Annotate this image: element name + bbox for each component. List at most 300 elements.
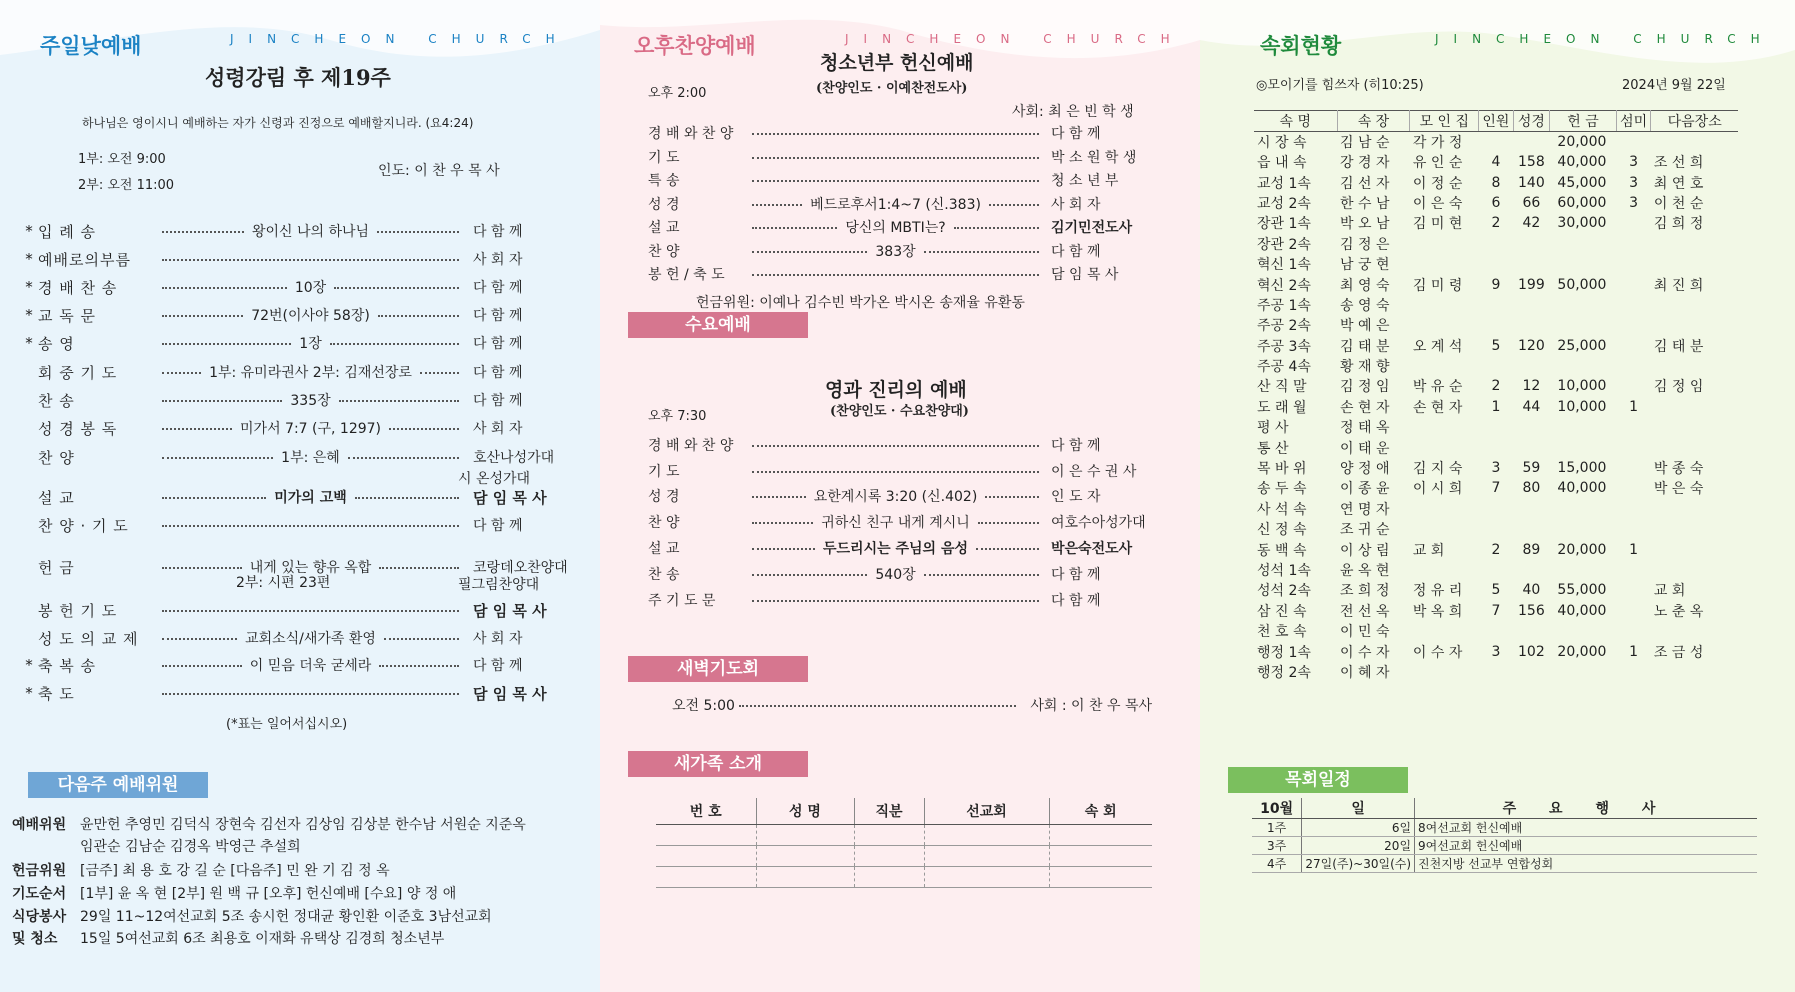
cell-value (1550, 662, 1617, 682)
empty-cell (854, 845, 924, 866)
item-label: 성 경 봉 독 (38, 419, 118, 438)
item-detail: 내게 있는 향유 옥합 (249, 560, 372, 576)
cell-value: 이 시 희 (1412, 481, 1463, 498)
leader: 인도: 이 찬 우 목 사 (378, 163, 500, 179)
cell-value: 156 (1518, 602, 1545, 619)
dots (985, 496, 1039, 498)
cell-value: 최 연 호 (1653, 175, 1704, 192)
new-family-row (656, 824, 1152, 845)
item-label: 기 도 (648, 150, 680, 166)
cell-value: 김 정 은 (1340, 236, 1390, 253)
cell-value: 120 (1518, 337, 1545, 354)
cell-value (1651, 519, 1738, 539)
verse: 하나님은 영이시니 예배하는 자가 신령과 진정으로 예배할지니라. (요4:24) (82, 116, 474, 130)
cell-value: 2 (1491, 541, 1501, 558)
cell-value: 장관 2속 (1257, 236, 1311, 253)
item-detail: 미가서 7:7 (구, 1297) (240, 421, 381, 437)
cell-value: 손 현 자 (1412, 399, 1463, 416)
cell-value: 이 은 숙 (1412, 195, 1463, 212)
column-header: 선교회 (924, 798, 1049, 824)
cell-value (1616, 478, 1650, 498)
item-label: 찬 송 (38, 391, 75, 410)
schedule-value: 20일 (1302, 837, 1415, 855)
service-item (648, 122, 1153, 144)
item-detail: 당신의 MBTI는? (845, 220, 946, 236)
cell-row (1254, 499, 1738, 519)
cell-value (1410, 499, 1479, 519)
cell-row (1254, 478, 1738, 498)
cell-value: 40,000 (1557, 602, 1607, 619)
next-week-label: 예배위원 (12, 817, 67, 833)
worship-item (20, 332, 568, 354)
empty-cell (656, 866, 756, 887)
cell-row (1254, 234, 1738, 254)
week-title: 성령강림 후 제19주 (205, 65, 391, 90)
cell-value: 15,000 (1557, 460, 1607, 477)
cell-value (1651, 234, 1738, 254)
empty-cell (1049, 845, 1152, 866)
next-week-text: [1부] 윤 옥 현 [2부] 원 백 규 [오후] 헌신예배 [수요] 양 정 애 (80, 886, 457, 902)
church-name: JINCHEON CHURCH (845, 32, 1185, 46)
schedule-value: 27일(주)~30일(수) (1302, 855, 1415, 873)
dawn-host: 사회 : 이 찬 우 목사 (1030, 698, 1152, 714)
item-label: 찬 양 (648, 515, 680, 531)
item-detail: 두드리시는 주님의 음성 (823, 541, 968, 557)
cell-value: 손 현 자 (1340, 399, 1390, 416)
empty-cell (656, 824, 756, 845)
cell-value (1410, 437, 1479, 457)
cell-row (1254, 336, 1738, 356)
cell-row (1254, 376, 1738, 396)
cell-value: 2 (1491, 378, 1501, 395)
dots (384, 638, 459, 640)
cell-value (1513, 662, 1549, 682)
cell-value (1651, 417, 1738, 437)
cell-value: 이 수 자 (1412, 644, 1463, 661)
cell-row (1254, 621, 1738, 641)
youth-service-title: 청소년부 헌신예배 (820, 52, 974, 74)
item-detail: 10장 (294, 280, 327, 296)
cell-title: 속회현황 (1260, 34, 1342, 58)
dots (334, 287, 459, 289)
cell-value: 이 혜 자 (1340, 664, 1390, 681)
item-detail: 383장 (875, 244, 916, 260)
cell-value (1651, 315, 1738, 335)
cell-value: 이 태 운 (1340, 440, 1390, 457)
item-leader: 인 도 자 (1051, 489, 1101, 505)
dots (162, 372, 201, 374)
church-name: JINCHEON CHURCH (1435, 32, 1775, 46)
dots (162, 259, 459, 261)
cell-value: 천 호 속 (1257, 624, 1307, 641)
next-week-text: [금주] 최 용 호 강 길 순 [다음주] 민 완 기 김 정 옥 (80, 863, 390, 879)
service-item (648, 434, 1153, 456)
schedule-value: 6일 (1302, 819, 1415, 837)
cell-value (1479, 437, 1513, 457)
dots (339, 400, 459, 402)
cell-value: 장관 1속 (1257, 216, 1311, 233)
dots (379, 567, 459, 569)
cell-value (1550, 417, 1617, 437)
cell-value (1550, 499, 1617, 519)
cell-value: 40 (1522, 582, 1541, 599)
cell-row (1254, 397, 1738, 417)
column-header: 일 (1302, 798, 1415, 819)
item-label: 송 영 (38, 334, 75, 353)
dots (162, 231, 244, 233)
item-leader: 사 회 자 (473, 421, 523, 437)
empty-cell (756, 845, 854, 866)
dots (752, 548, 815, 550)
cell-row (1254, 601, 1738, 621)
cell-value (1410, 295, 1479, 315)
dots (348, 457, 459, 459)
dawn-prayer-title: 새벽기도회 (628, 656, 808, 682)
schedule-value: 9여선교회 헌신예배 (1415, 837, 1757, 855)
empty-cell (656, 845, 756, 866)
empty-cell (854, 866, 924, 887)
service-item (648, 146, 1153, 168)
worship-item (20, 627, 568, 649)
cell-value (1513, 295, 1549, 315)
standing-mark: * (25, 656, 33, 674)
dots (355, 497, 459, 499)
cell-value: 김 태 분 (1340, 338, 1390, 355)
next-week-row (12, 814, 526, 834)
worship-item (20, 682, 568, 704)
cell-value (1410, 356, 1479, 376)
cell-value: 3 (1629, 174, 1639, 191)
item-leader: 김기민전도사 (1051, 220, 1133, 236)
cell-value (1513, 234, 1549, 254)
new-family-header (656, 798, 1152, 824)
item-leader: 호산나성가대 (473, 450, 555, 466)
next-week-row (12, 928, 444, 948)
cell-value: 성석 2속 (1257, 583, 1311, 600)
item-label: 찬 양 (648, 244, 680, 260)
column-header: 직분 (854, 798, 924, 824)
cell-value: 박 예 은 (1340, 318, 1390, 335)
cell-value: 44 (1522, 398, 1541, 415)
dots (752, 157, 1039, 159)
next-week-row (12, 883, 456, 903)
item-detail: 왕이신 나의 하나님 (251, 224, 370, 240)
item-detail: 1부: 유미라권사 2부: 김재선장로 (209, 365, 412, 381)
item-detail: 베드로후서1:4~7 (신.383) (810, 197, 981, 213)
cell-value: 10,000 (1557, 398, 1607, 415)
column-header: 다음장소 (1651, 111, 1738, 132)
item-leader: 다 함 께 (473, 224, 523, 240)
item-leader: 다 함 께 (1051, 244, 1101, 260)
cell-value (1616, 560, 1650, 580)
item-detail: 72번(이사야 58장) (251, 308, 370, 324)
cell-value (1410, 417, 1479, 437)
cell-value: 158 (1518, 154, 1545, 171)
cell-value: 박 유 순 (1412, 379, 1463, 396)
dots (162, 665, 242, 667)
service-item (648, 169, 1153, 191)
schedule-row (1252, 837, 1757, 855)
cell-value: 교성 1속 (1257, 175, 1311, 192)
cell-value: 7 (1491, 602, 1501, 619)
cell-value (1513, 519, 1549, 539)
cell-value (1410, 254, 1479, 274)
report-date: 2024년 9월 22일 (1622, 78, 1726, 93)
dots (752, 496, 806, 498)
cell-value: 10,000 (1557, 378, 1607, 395)
cell-row (1254, 274, 1738, 294)
youth-service-leader: (찬양인도 · 이예찬전도사) (816, 81, 968, 96)
next-week-row (12, 836, 301, 856)
dots (752, 600, 1039, 602)
cell-row (1254, 356, 1738, 376)
cell-value: 80 (1522, 480, 1541, 497)
schedule-header (1252, 798, 1757, 819)
cell-value: 이 민 숙 (1340, 624, 1390, 641)
schedule-table (1252, 798, 1757, 873)
cell-value: 1 (1629, 643, 1639, 660)
dots (162, 315, 243, 317)
cell-value: 교성 2속 (1257, 195, 1311, 212)
cell-value: 60,000 (1557, 194, 1607, 211)
dots (379, 665, 459, 667)
cell-value (1616, 336, 1650, 356)
cell-value (1479, 417, 1513, 437)
cell-value (1616, 295, 1650, 315)
item-label: 성 도 의 교 제 (38, 629, 139, 648)
cell-value (1616, 437, 1650, 457)
item-detail: 교회소식/새가족 환영 (245, 631, 376, 647)
cell-value: 2 (1491, 215, 1501, 232)
item-leader: 사 회 자 (1051, 197, 1101, 213)
cell-value: 199 (1518, 276, 1545, 293)
item-leader: 다 함 께 (1051, 438, 1101, 454)
cell-value: 박 종 숙 (1653, 461, 1704, 478)
column-header: 10월 (1252, 798, 1302, 819)
item-label: 회 중 기 도 (38, 363, 118, 382)
cell-value: 59 (1522, 460, 1541, 477)
cell-value: 연 명 자 (1340, 501, 1390, 518)
new-family-row (656, 866, 1152, 887)
column-header: 성 명 (756, 798, 854, 824)
cell-value: 시 장 속 (1257, 135, 1307, 151)
cell-value: 66 (1522, 194, 1541, 211)
cell-value: 신 정 속 (1257, 522, 1307, 539)
wednesday-time: 오후 7:30 (648, 409, 707, 424)
column-header: 인원 (1479, 111, 1513, 132)
cell-value: 3 (1629, 154, 1639, 171)
item-label: 찬 송 (648, 567, 680, 583)
item-label: 성 경 (648, 489, 680, 505)
cell-value: 45,000 (1557, 174, 1607, 191)
cell-value (1651, 356, 1738, 376)
cell-value (1616, 601, 1650, 621)
cell-value: 송 영 숙 (1340, 297, 1390, 314)
item-label: 봉 헌 기 도 (38, 601, 118, 620)
cell-row (1254, 437, 1738, 457)
cell-value: 50,000 (1557, 276, 1607, 293)
cell-value: 도 래 월 (1257, 399, 1307, 416)
cell-value (1479, 519, 1513, 539)
cell-value: 박 옥 희 (1412, 603, 1463, 620)
dots (162, 693, 459, 695)
cell-row (1254, 132, 1738, 153)
cell-value: 최 진 희 (1653, 277, 1704, 294)
cell-value: 42 (1522, 215, 1541, 232)
cell-value: 1 (1629, 541, 1639, 558)
cell-row (1254, 641, 1738, 661)
worship-item (20, 276, 568, 298)
empty-cell (756, 866, 854, 887)
cell-value (1479, 254, 1513, 274)
sunday-title: 주일낮예배 (40, 34, 142, 58)
next-week-text: 29일 11~12여선교회 5조 송시헌 정대균 황인환 이준호 3남선교회 (80, 909, 492, 925)
cell-value: 최 영 숙 (1340, 277, 1390, 294)
item-leader: 다 함 께 (473, 336, 523, 352)
dots (330, 343, 459, 345)
cell-value (1513, 254, 1549, 274)
cell-value (1651, 397, 1738, 417)
cell-value (1410, 519, 1479, 539)
item-leader: 다 함 께 (473, 365, 523, 381)
column-header: 모 인 집 (1410, 111, 1479, 132)
schedule-title: 목회일정 (1228, 767, 1408, 793)
dots (752, 204, 802, 206)
item-label: 경 배 와 찬 양 (648, 438, 734, 454)
cell-value (1513, 560, 1549, 580)
cell-value: 목 바 위 (1257, 461, 1307, 478)
dots (162, 428, 232, 430)
cell-row (1254, 213, 1738, 233)
cell-value: 이 천 순 (1653, 195, 1704, 212)
new-family-table (656, 798, 1152, 888)
column-header: 속 명 (1254, 111, 1337, 132)
column-header: 속 회 (1049, 798, 1152, 824)
cell-value: 남 궁 현 (1340, 257, 1390, 274)
heon-2-who: 필그림찬양대 (458, 577, 540, 593)
cell-row (1254, 152, 1738, 172)
cell-value: 행정 2속 (1257, 664, 1311, 681)
item-label: 주 기 도 문 (648, 593, 716, 609)
cell-value: 5 (1491, 337, 1501, 354)
cell-value: 통 산 (1257, 440, 1289, 457)
dots (162, 525, 459, 527)
cell-value (1651, 560, 1738, 580)
item-leader: 다 함 께 (473, 393, 523, 409)
cell-value: 김 미 현 (1412, 216, 1463, 233)
cell-value: 이 정 순 (1412, 175, 1463, 192)
cell-value: 6 (1491, 194, 1501, 211)
cell-value (1513, 315, 1549, 335)
cell-value: 혁신 1속 (1257, 257, 1311, 274)
dots (976, 548, 1039, 550)
cell-row (1254, 295, 1738, 315)
cell-value: 이 수 자 (1340, 644, 1390, 661)
item-label: 교 독 문 (38, 306, 97, 325)
item-detail: 이 믿음 더욱 굳세라 (249, 658, 372, 674)
cell-value: 김 희 정 (1653, 216, 1704, 233)
cell-value: 강 경 자 (1340, 155, 1390, 172)
cell-value: 교 회 (1412, 542, 1445, 559)
afternoon-title: 오후찬양예배 (634, 34, 756, 58)
afternoon-time: 오후 2:00 (648, 86, 707, 101)
cell-value (1616, 234, 1650, 254)
cell-value (1479, 132, 1513, 153)
cell-value: 김 선 자 (1340, 175, 1390, 192)
item-detail: 540장 (875, 567, 916, 583)
cell-value (1651, 132, 1738, 153)
worship-item (20, 304, 568, 326)
cell-value: 황 재 향 (1340, 359, 1390, 376)
cell-value: 정 유 리 (1412, 583, 1463, 600)
cell-row (1254, 458, 1738, 478)
cell-value (1616, 376, 1650, 396)
afternoon-host: 사회: 최 은 빈 학 생 (1012, 104, 1134, 120)
cell-value: 20,000 (1557, 134, 1607, 150)
cell-value (1616, 580, 1650, 600)
item-detail: 1장 (299, 336, 322, 352)
worship-item (20, 389, 568, 411)
cell-value (1513, 499, 1549, 519)
cell-group-table (1254, 110, 1738, 682)
dots (162, 400, 282, 402)
cell-value: 7 (1491, 480, 1501, 497)
cell-row (1254, 560, 1738, 580)
cell-value (1616, 662, 1650, 682)
cell-value (1651, 662, 1738, 682)
cell-value (1513, 132, 1549, 153)
worship-item (20, 361, 568, 383)
cell-value: 주공 1속 (1257, 297, 1311, 314)
item-leader: 청 소 년 부 (1051, 173, 1119, 189)
cell-row (1254, 172, 1738, 192)
cell-value: 각 가 정 (1412, 135, 1463, 151)
cell-value: 평 사 (1257, 420, 1289, 437)
cell-value (1479, 621, 1513, 641)
cell-value (1410, 560, 1479, 580)
item-leader: 사 회 자 (473, 252, 523, 268)
dots (752, 445, 1039, 447)
cell-value: 3 (1491, 460, 1501, 477)
cell-value (1550, 295, 1617, 315)
cell-value: 김 미 령 (1412, 277, 1463, 294)
cell-row (1254, 254, 1738, 274)
cell-value: 8 (1491, 174, 1501, 191)
service-time-1: 1부: 오전 9:00 (78, 152, 166, 167)
item-detail: 요한계시록 3:20 (신.402) (813, 489, 978, 505)
church-name: JINCHEON CHURCH (230, 32, 570, 46)
dots (752, 574, 867, 576)
cell-value: 이 상 림 (1340, 542, 1390, 559)
cell-value: 유 인 순 (1412, 155, 1463, 172)
cell-value: 윤 옥 현 (1340, 563, 1390, 579)
cell-value (1513, 437, 1549, 457)
next-week-label: 기도순서 (12, 886, 67, 902)
sunday-worship-panel (0, 0, 600, 992)
cell-value: 오 계 석 (1412, 338, 1463, 355)
cell-value (1651, 621, 1738, 641)
service-item (648, 485, 1153, 507)
worship-item (20, 654, 568, 676)
next-week-title: 다음주 예배위원 (28, 772, 208, 798)
dawn-time: 오전 5:00 (672, 698, 735, 714)
cell-value: 20,000 (1557, 643, 1607, 660)
stand-note: (*표는 일어서십시오) (226, 717, 348, 732)
standing-mark: * (25, 278, 33, 296)
cell-value (1550, 621, 1617, 641)
item-label: 경 배 와 찬 양 (648, 126, 734, 142)
cell-value (1616, 519, 1650, 539)
